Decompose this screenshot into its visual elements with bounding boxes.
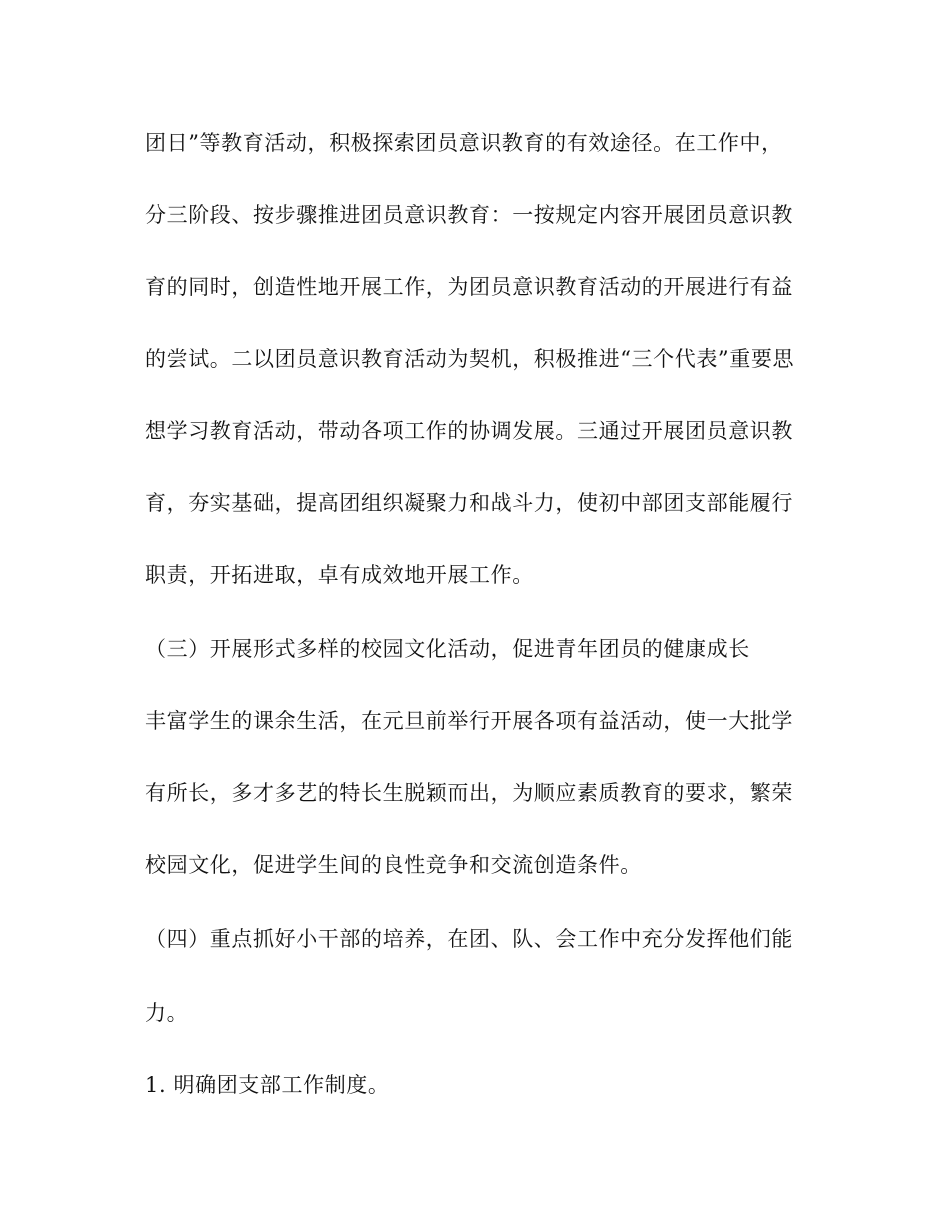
body-text-line: 职责，开拓进取，卓有成效地开展工作。 [145,563,534,587]
body-text-line: 团日”等教育活动，积极探索团员意识教育的有效途径。在工作中， [145,131,783,155]
body-text-line: 有所长，多才多艺的特长生脱颖而出，为顺应素质教育的要求，繁荣 [145,781,793,805]
numbered-item-1: 1. 明确团支部工作制度。 [145,1073,390,1097]
body-text-line: 想学习教育活动，带动各项工作的协调发展。三通过开展团员意识教 [145,419,793,443]
body-text-line: 分三阶段、按步骤推进团员意识教育：一按规定内容开展团员意识教 [145,203,793,227]
body-text-line: 育的同时，创造性地开展工作，为团员意识教育活动的开展进行有益 [145,275,793,299]
section-heading-3: （三）开展形式多样的校园文化活动，促进青年团员的健康成长 [145,637,750,661]
section-heading-4: （四）重点抓好小干部的培养，在团、队、会工作中充分发挥他们能 [145,927,793,951]
body-text-line: 育，夯实基础，提高团组织凝聚力和战斗力，使初中部团支部能履行 [145,491,793,515]
body-text-line: 的尝试。二以团员意识教育活动为契机，积极推进“三个代表”重要思 [145,347,795,371]
body-text-line: 校园文化，促进学生间的良性竞争和交流创造条件。 [145,853,642,877]
body-text-line: 力。 [145,1001,189,1025]
body-text-line: 丰富学生的课余生活，在元旦前举行开展各项有益活动，使一大批学 [145,709,793,733]
